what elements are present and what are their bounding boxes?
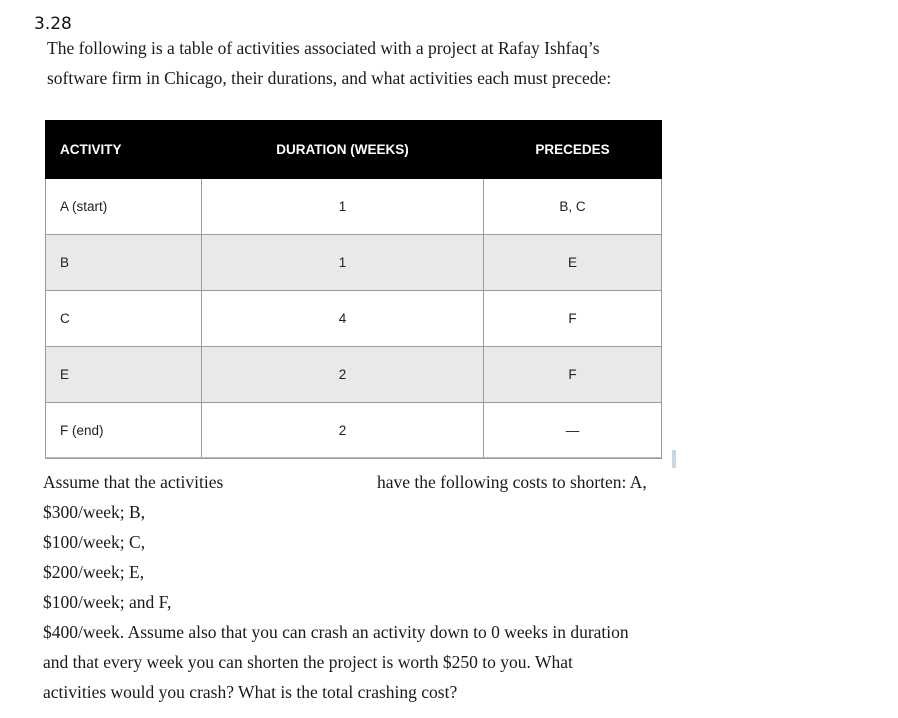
cell-activity: F (end) [46,403,202,459]
cell-precedes: F [484,347,662,403]
header-duration: DURATION (WEEKS) [202,121,484,179]
intro-line-2: software firm in Chicago, their durations, and what activities each must precede: [47,68,612,88]
cost-line-e: $100/week; and F, [43,592,172,612]
problem-number: 3.28 [34,14,72,34]
cell-activity: C [46,291,202,347]
cell-activity: E [46,347,202,403]
activity-table [45,120,662,459]
cost-text-segment-b: have the following costs to shorten: A, [377,472,647,492]
cell-activity: B [46,235,202,291]
cell-precedes: B, C [484,179,662,235]
cell-activity: A (start) [46,179,202,235]
table-row [46,347,662,403]
cost-line-a: $300/week; B, [43,502,146,522]
cell-precedes: — [484,403,662,459]
table-row [46,179,662,235]
cell-precedes: F [484,291,662,347]
cell-duration: 1 [202,179,484,235]
cell-duration: 2 [202,347,484,403]
table-row [46,403,662,459]
table-row [46,235,662,291]
text-cursor [672,450,676,468]
question-line-2: and that every week you can shorten the project is worth $250 to you. What [43,652,573,672]
cost-line-c: $200/week; E, [43,562,145,582]
cell-duration: 4 [202,291,484,347]
question-line-3: activities would you crash? What is the total crashing cost? [43,682,458,702]
cost-line-b: $100/week; C, [43,532,146,552]
table-bottom-rule [45,457,661,458]
question-line-1: $400/week. Assume also that you can crash an activity down to 0 weeks in duration [43,622,629,642]
cell-duration: 1 [202,235,484,291]
cell-duration: 2 [202,403,484,459]
table-header-row [46,121,662,179]
cost-text-segment-a: Assume that the activities [43,472,224,492]
header-precedes: PRECEDES [484,121,662,179]
cell-precedes: E [484,235,662,291]
table-row [46,291,662,347]
intro-line-1: The following is a table of activities associated with a project at Rafay Ishfaq’s [47,38,600,58]
header-activity: ACTIVITY [46,121,202,179]
